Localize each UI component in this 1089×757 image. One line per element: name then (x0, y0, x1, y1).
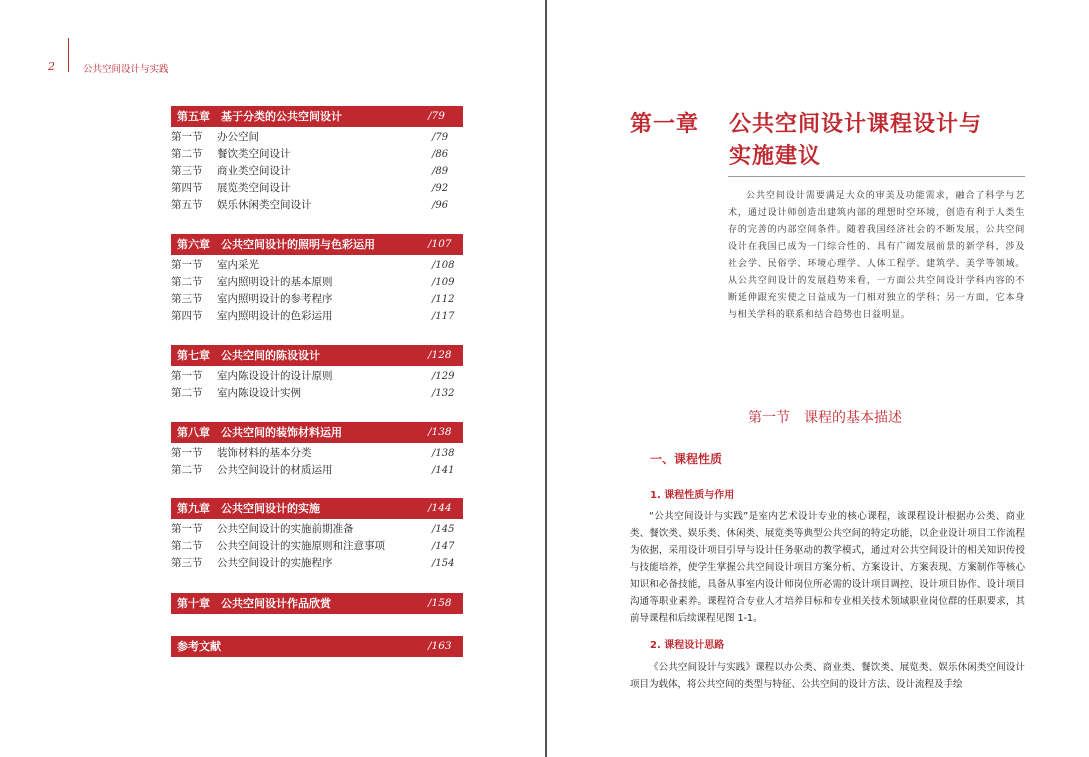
toc-chapter-page: /107 (428, 238, 452, 250)
toc-section-row[interactable] (171, 146, 463, 163)
toc-section-number: 第二节 (171, 276, 203, 288)
heading-nature-role: 1. 课程性质与作用 (650, 490, 735, 501)
toc-section-page: /79 (432, 132, 449, 143)
toc-section-page: /154 (432, 558, 455, 569)
toc-section-row[interactable] (171, 257, 463, 274)
toc-chapter-page: /144 (428, 502, 452, 514)
toc-section-name: 公共空间设计的实施程序 (217, 557, 333, 569)
toc-chapter-block (171, 636, 463, 657)
toc-section-number: 第二节 (171, 540, 203, 552)
toc-section-page: /96 (432, 200, 449, 211)
book-title: 公共空间设计与实践 (83, 64, 169, 75)
toc-chapter-title: 参考文献 (177, 640, 221, 653)
toc-section-number: 第二节 (171, 464, 203, 476)
toc-section-number: 第三节 (171, 293, 203, 305)
toc-section-row[interactable] (171, 197, 463, 214)
toc-section-page: /117 (432, 311, 455, 322)
toc-chapter-block (171, 422, 463, 479)
toc-section-page: /92 (432, 183, 449, 194)
toc-section-name: 装饰材料的基本分类 (217, 447, 312, 459)
heading-course-nature: 一、课程性质 (650, 452, 723, 466)
toc-section-name: 室内照明设计的色彩运用 (217, 310, 333, 322)
toc-section-name: 办公空间 (217, 131, 259, 143)
toc-section-number: 第一节 (171, 131, 203, 143)
toc-section-row[interactable] (171, 129, 463, 146)
toc-section-page: /132 (432, 388, 455, 399)
toc-section-name: 室内照明设计的基本原则 (217, 276, 333, 288)
toc-chapter-heading[interactable] (171, 106, 463, 127)
toc-chapter-heading[interactable] (171, 636, 463, 657)
toc-section-name: 商业类空间设计 (217, 165, 291, 177)
toc-chapter-title: 第九章 公共空间设计的实施 (177, 502, 320, 515)
toc-section-page: /129 (432, 371, 455, 382)
toc-chapter-page: /138 (428, 426, 452, 438)
toc-section-page: /112 (432, 294, 455, 305)
toc-chapter-heading[interactable] (171, 593, 463, 614)
toc-section-page: /109 (432, 277, 455, 288)
toc-section-name: 室内陈设设计实例 (217, 387, 301, 399)
toc-section-page: /141 (432, 465, 455, 476)
page-number: 2 (48, 60, 55, 73)
toc-chapter-title: 第八章 公共空间的装饰材料运用 (177, 426, 342, 439)
toc-section-number: 第一节 (171, 370, 203, 382)
toc-chapter-block (171, 593, 463, 614)
chapter-intro: 公共空间设计需要满足大众的审美及功能需求，融合了科学与艺术，通过设计师创造出建筑内部的理想时空环境，创造有利于人类生存的完善的内部空间条件。随着我国经济社会的不断发展，公共空间设计在我国已成为一门综合性的、具有广阔发展前景的新学科，涉及社会学、民俗学、环境心理学、人体工程学、建筑学、美学等领域。从公共空间设计的发展趋势来看，一方面公共空间设计学科内容的不断延伸跟充实使之日益成为一门相对独立的学科；另一方面，它本身与相关学科的联系和结合趋势也日益明显。 (728, 191, 1025, 320)
toc-chapter-block (171, 106, 463, 214)
page-gutter (545, 0, 547, 757)
section-title: 第一节 课程的基本描述 (748, 410, 902, 426)
toc-section-row[interactable] (171, 538, 463, 555)
toc-section-row[interactable] (171, 368, 463, 385)
toc-section-page: /89 (432, 166, 449, 177)
toc-chapter-heading[interactable] (171, 422, 463, 443)
toc-section-row[interactable] (171, 163, 463, 180)
toc-section-number: 第二节 (171, 148, 203, 160)
toc-section-page: /145 (432, 524, 455, 535)
toc-section-name: 室内陈设设计的设计原则 (217, 370, 333, 382)
toc-chapter-block (171, 234, 463, 325)
toc-section-number: 第五节 (171, 199, 203, 211)
header-divider (68, 38, 69, 72)
chapter-number: 第一章 (630, 111, 700, 137)
toc-chapter-page: /163 (428, 640, 452, 652)
toc-section-row[interactable] (171, 308, 463, 325)
toc-section-page: /108 (432, 260, 455, 271)
toc-section-number: 第三节 (171, 165, 203, 177)
toc-section-number: 第一节 (171, 523, 203, 535)
toc-section-row[interactable] (171, 180, 463, 197)
toc-chapter-heading[interactable] (171, 345, 463, 366)
toc-chapter-page: /79 (428, 110, 445, 122)
toc-section-number: 第四节 (171, 182, 203, 194)
toc-chapter-block (171, 345, 463, 402)
toc-section-name: 公共空间设计的实施前期准备 (217, 523, 354, 535)
chapter-title-line1: 公共空间设计课程设计与 (729, 111, 983, 137)
toc-section-row[interactable] (171, 521, 463, 538)
right-page (548, 0, 1089, 757)
toc-section-name: 娱乐休闲类空间设计 (217, 199, 312, 211)
toc-section-page: /147 (432, 541, 455, 552)
toc-section-name: 餐饮类空间设计 (217, 148, 291, 160)
toc-section-row[interactable] (171, 555, 463, 572)
toc-chapter-page: /158 (428, 597, 452, 609)
toc-section-page: /138 (432, 448, 455, 459)
toc-section-name: 公共空间设计的材质运用 (217, 464, 333, 476)
heading-design-approach: 2. 课程设计思路 (650, 640, 725, 651)
paragraph-nature-role: “公共空间设计与实践”是室内艺术设计专业的核心课程，该课程设计根据办公类、商业类、餐饮类、娱乐类、休闲类、展览类等典型公共空间的特定功能，以企业设计项目工作流程为依据，采用设计项目引导与设计任务驱动的教学模式，通过对公共空间设计的相关知识传授与技能培养，使学生掌握公共空间设计项目方案分析、方案设计、方案表现、方案制作等核心知识和必备技能，具备从事室内设计师岗位所必需的设计项目调控、设计项目协作、设计项目沟通等职业素养。课程符合专业人才培养目标和专业相关技术领域职业岗位群的任职要求，其前导课程和后续课程见图 1-1。 (630, 511, 1025, 624)
toc-section-name: 室内采光 (217, 259, 259, 271)
toc-section-name: 公共空间设计的实施原则和注意事项 (217, 540, 385, 552)
toc-chapter-page: /128 (428, 349, 452, 361)
toc-section-number: 第二节 (171, 387, 203, 399)
toc-section-row[interactable] (171, 462, 463, 479)
toc-section-row[interactable] (171, 385, 463, 402)
toc-section-number: 第四节 (171, 310, 203, 322)
toc-section-row[interactable] (171, 445, 463, 462)
paragraph-design-approach: 《公共空间设计与实践》课程以办公类、商业类、餐饮类、展览类、娱乐休闲类空间设计项目为载体，将公共空间的类型与特征、公共空间的设计方法、设计流程及手绘 (630, 662, 1025, 690)
chapter-rule (728, 176, 1025, 177)
toc-chapter-title: 第七章 公共空间的陈设设计 (177, 349, 320, 362)
toc-section-number: 第三节 (171, 557, 203, 569)
toc-section-row[interactable] (171, 274, 463, 291)
toc-chapter-title: 第五章 基于分类的公共空间设计 (177, 110, 342, 123)
toc-section-row[interactable] (171, 291, 463, 308)
toc-chapter-heading[interactable] (171, 234, 463, 255)
toc-section-number: 第一节 (171, 447, 203, 459)
toc-chapter-title: 第六章 公共空间设计的照明与色彩运用 (177, 238, 375, 251)
chapter-title-line2: 实施建议 (729, 143, 822, 169)
toc-chapter-heading[interactable] (171, 498, 463, 519)
toc-section-name: 室内照明设计的参考程序 (217, 293, 333, 305)
toc-chapter-block (171, 498, 463, 572)
toc-section-name: 展览类空间设计 (217, 182, 291, 194)
toc-chapter-title: 第十章 公共空间设计作品欣赏 (177, 597, 331, 610)
toc-section-number: 第一节 (171, 259, 203, 271)
toc-section-page: /86 (432, 149, 449, 160)
